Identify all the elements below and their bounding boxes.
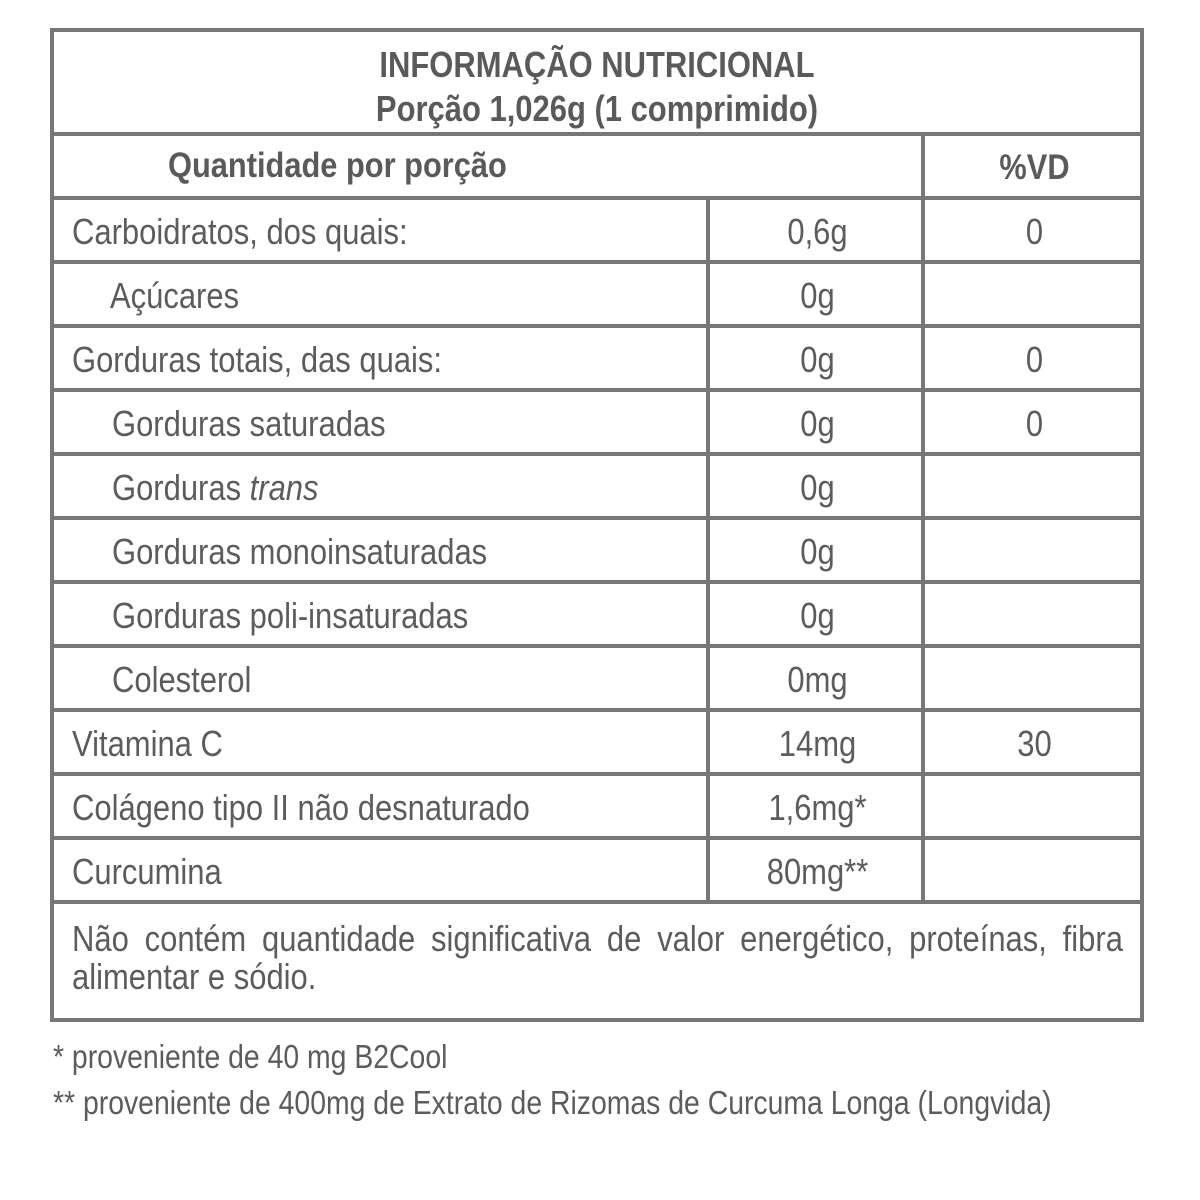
table-row <box>54 840 1140 904</box>
nutrient-amount: 14mg <box>778 723 857 764</box>
nutrient-dv: 0 <box>1025 403 1044 444</box>
nutrient-dv: 30 <box>1017 723 1052 764</box>
nutrient-amount: 80mg** <box>766 851 869 892</box>
nutrient-amount: 0g <box>800 339 835 380</box>
nutrient-amount: 0g <box>800 403 835 444</box>
nutrient-name <box>112 467 319 509</box>
daily-value-header: %VD <box>999 148 1070 187</box>
nutrient-amount: 0mg <box>787 659 848 700</box>
nutrient-amount: 1,6mg* <box>768 787 867 828</box>
footnote: * proveniente de 40 mg B2Cool <box>53 1038 448 1075</box>
table-row <box>54 456 1140 520</box>
nutrient-amount: 0g <box>800 595 835 636</box>
footnotes <box>53 1034 1135 1126</box>
nutrient-dv: 0 <box>1025 211 1044 252</box>
serving-size: Porção 1,026g (1 comprimido) <box>375 88 819 129</box>
nutrient-amount: 0,6g <box>787 211 848 252</box>
table-row <box>54 712 1140 776</box>
nutrient-amount: 0g <box>800 275 835 316</box>
quantity-per-serving-header: Quantidade por porção <box>168 146 507 185</box>
nutrient-name: Colágeno tipo II não desnaturado <box>72 787 530 828</box>
table-row <box>54 328 1140 392</box>
nutrient-dv: 0 <box>1025 339 1044 380</box>
insignificant-nutrients-note: Não contém quantidade significativa de valor energético, proteínas, fibra alimentar e sódio. <box>72 918 1123 997</box>
nutrient-name-italic: trans <box>249 467 319 508</box>
nutrient-name: Gorduras poli-insaturadas <box>112 595 469 636</box>
table-title-block <box>54 32 1140 136</box>
table-row <box>54 584 1140 648</box>
nutrient-name: Carboidratos, dos quais: <box>72 211 408 252</box>
table-row <box>54 264 1140 328</box>
nutrient-name: Vitamina C <box>72 723 223 764</box>
table-row <box>54 200 1140 264</box>
nutrient-name: Colesterol <box>112 659 252 700</box>
column-header-row <box>54 136 1140 200</box>
table-row <box>54 520 1140 584</box>
nutrient-name: Açúcares <box>110 275 240 316</box>
nutrition-facts-table <box>50 28 1144 1022</box>
table-row <box>54 776 1140 840</box>
nutrient-name-prefix: Gorduras <box>112 467 250 508</box>
footnote: ** proveniente de 400mg de Extrato de Rizomas de Curcuma Longa (Longvida) <box>53 1084 1052 1121</box>
nutrient-amount: 0g <box>800 467 835 508</box>
table-title: INFORMAÇÃO NUTRICIONAL <box>379 44 815 85</box>
table-row <box>54 648 1140 712</box>
nutrient-name: Gorduras totais, das quais: <box>72 339 443 380</box>
nutrient-name: Curcumina <box>72 851 222 892</box>
nutrient-name: Gorduras monoinsaturadas <box>112 531 488 572</box>
nutrient-name: Gorduras saturadas <box>112 403 386 444</box>
table-row <box>54 392 1140 456</box>
nutrient-amount: 0g <box>800 531 835 572</box>
